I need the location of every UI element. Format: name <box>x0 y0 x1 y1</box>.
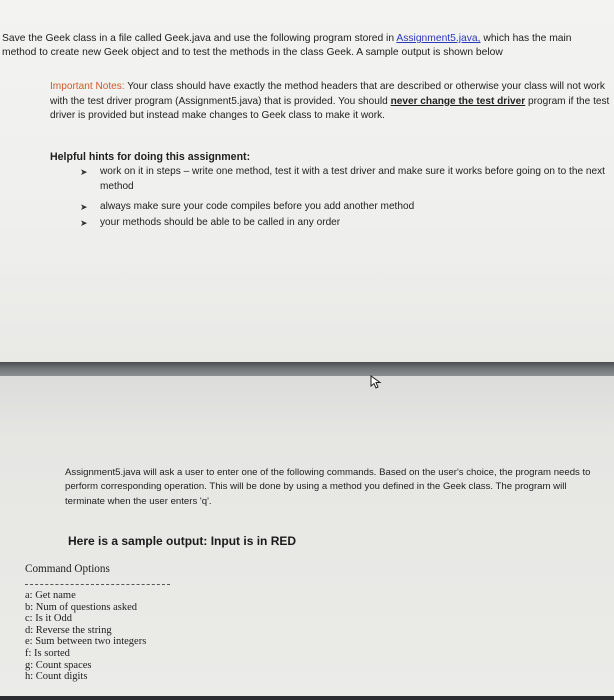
command-option: d: Reverse the string <box>25 624 112 636</box>
arrowhead-bullet-icon: ➤ <box>80 167 88 177</box>
hint-item <box>80 200 610 215</box>
hint-item <box>80 216 610 231</box>
command-option: a: Get name <box>25 590 76 601</box>
hint-text: work on it in steps – write one method, test it with a test driver and make sure it works before going on to the next method <box>100 166 605 192</box>
notes-text-end: program if the test driver is provided but instead make changes to Geek class to make it work. <box>50 95 610 121</box>
intro-text: Save the Geek class in a file called Geek.java and use the following program stored in <box>2 33 397 44</box>
arrowhead-bullet-icon: ➤ <box>80 202 88 212</box>
intro-text-end: which has the main method to create new Geek object and to test the methods in the class Geek. A sample output is shown below <box>2 33 572 58</box>
hints-heading: Helpful hints for doing this assignment: <box>50 151 251 163</box>
commands-paragraph: Assignment5.java will ask a user to enter one of the following commands. Based on the user's choice, the program needs to perform corresponding operation. This will be done by using a method you defined in the Geek class. The program will terminate when the user enters 'q'. <box>65 467 591 507</box>
command-option: f: Is sorted <box>25 647 70 659</box>
command-option: g: Count spaces <box>25 659 92 671</box>
assignment5-link[interactable]: Assignment5.java, <box>396 33 481 44</box>
hint-text: always make sure your code compiles before you add another method <box>100 201 415 212</box>
important-notes-label: Important Notes: <box>50 81 125 92</box>
notes-text: Your class should have exactly the method headers that are described or otherwise your class will not work with the test driver program (Assignment5.java) that is provided. You should <box>50 81 605 107</box>
command-options-title: Command Options <box>25 563 110 575</box>
screen-divider-bar <box>0 362 614 376</box>
dashed-divider <box>25 584 170 585</box>
command-options-list <box>25 590 146 683</box>
hint-item <box>80 165 610 194</box>
sample-output-heading: Here is a sample output: Input is in RED <box>68 534 297 548</box>
arrowhead-bullet-icon: ➤ <box>80 218 88 228</box>
hint-text: your methods should be able to be called in any order <box>100 217 341 228</box>
command-option: c: Is it Odd <box>25 613 72 625</box>
command-option: h: Count digits <box>25 671 88 683</box>
mouse-cursor-icon <box>370 375 382 389</box>
bottom-edge-bar <box>0 696 614 700</box>
intro-paragraph <box>2 32 608 60</box>
command-option: b: Num of questions asked <box>25 601 137 613</box>
command-option: e: Sum between two integers <box>25 636 147 648</box>
important-notes <box>50 80 610 124</box>
notes-emphasis: never change the test driver <box>390 95 526 107</box>
